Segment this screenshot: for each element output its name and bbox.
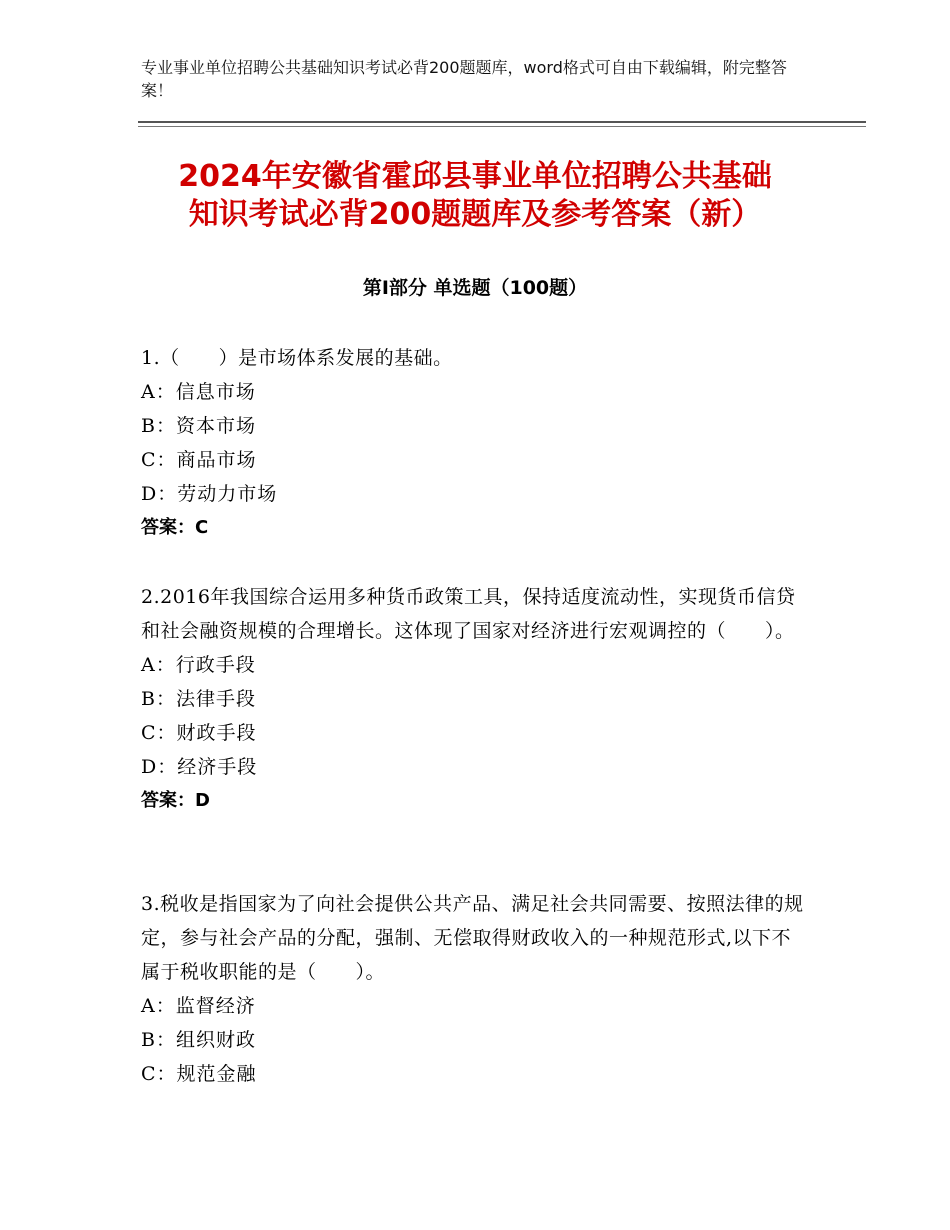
option-d: D：劳动力市场 (141, 483, 278, 505)
option-c: C：财政手段 (141, 722, 257, 744)
option-b: B：法律手段 (141, 688, 256, 710)
header-divider-thin (138, 126, 866, 127)
question-stem: 1.（ ）是市场体系发展的基础。 (141, 347, 453, 369)
header-divider (138, 121, 866, 123)
option-a: A：监督经济 (141, 995, 256, 1017)
option-c: C：规范金融 (141, 1063, 257, 1085)
option-d: D：经济手段 (141, 756, 258, 778)
document-title (120, 158, 830, 234)
option-a: A：信息市场 (141, 381, 256, 403)
title-line-1: 2024年安徽省霍邱县事业单位招聘公共基础 (178, 159, 772, 194)
option-b: B：组织财政 (141, 1029, 256, 1051)
question-stem: 3.税收是指国家为了向社会提供公共产品、满足社会共同需要、按照法律的规定，参与社会产品的分配，强制、无偿取得财政收入的一种规范形式,以下不属于税收职能的是（ ）。 (141, 893, 804, 983)
question-3 (141, 887, 806, 1091)
option-c: C：商品市场 (141, 449, 257, 471)
title-line-2: 知识考试必背200题题库及参考答案（新） (188, 197, 762, 232)
question-1 (141, 341, 806, 545)
question-2 (141, 580, 806, 818)
option-a: A：行政手段 (141, 654, 256, 676)
header-note: 专业事业单位招聘公共基础知识考试必背200题题库，word格式可自由下载编辑，附完整答案！ (141, 58, 787, 100)
section-title: 第Ⅰ部分 单选题（100题） (362, 277, 588, 299)
answer: 答案：D (141, 790, 210, 811)
answer: 答案：C (141, 517, 209, 538)
option-b: B：资本市场 (141, 415, 256, 437)
question-stem: 2.2016年我国综合运用多种货币政策工具，保持适度流动性，实现货币信贷和社会融资规模的合理增长。这体现了国家对经济进行宏观调控的（ ）。 (141, 586, 796, 642)
